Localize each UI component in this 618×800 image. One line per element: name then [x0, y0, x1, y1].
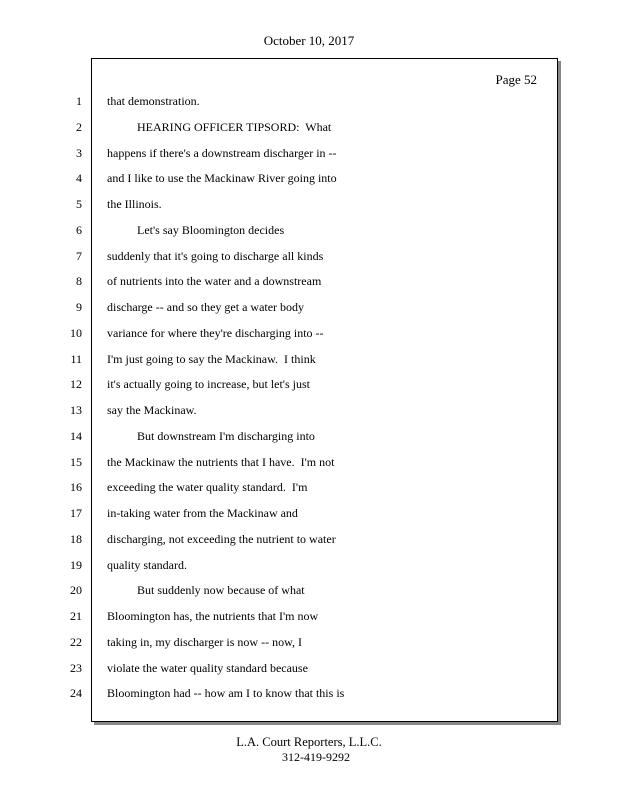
line-number: 9 — [76, 300, 82, 314]
line-text: suddenly that it's going to discharge all kinds — [107, 249, 324, 263]
line-number: 6 — [76, 223, 82, 237]
line-text: Let's say Bloomington decides — [107, 223, 285, 237]
line-text: discharge -- and so they get a water body — [107, 300, 305, 314]
line-number: 11 — [70, 352, 82, 366]
line-number: 12 — [70, 377, 82, 391]
line-number: 4 — [76, 171, 82, 185]
footer-company: L.A. Court Reporters, L.L.C. — [236, 735, 382, 749]
line-number: 20 — [70, 583, 82, 597]
line-text: say the Mackinaw. — [107, 403, 197, 417]
line-number: 22 — [70, 635, 82, 649]
line-number: 18 — [70, 532, 82, 546]
line-text: exceeding the water quality standard. I'm — [107, 480, 308, 494]
line-number: 14 — [70, 429, 82, 443]
line-number: 3 — [76, 146, 82, 160]
line-text: it's actually going to increase, but let's just — [107, 377, 310, 391]
line-text: But suddenly now because of what — [107, 583, 305, 597]
line-text: variance for where they're discharging into -- — [107, 326, 324, 340]
line-text: that demonstration. — [107, 94, 200, 108]
line-number: 23 — [70, 661, 82, 675]
line-number: 15 — [70, 455, 82, 469]
line-number: 21 — [70, 609, 82, 623]
line-text: happens if there's a downstream discharger in -- — [107, 146, 337, 160]
line-text: and I like to use the Mackinaw River going into — [107, 171, 337, 185]
line-number: 1 — [76, 94, 82, 108]
line-text: in-taking water from the Mackinaw and — [107, 506, 298, 520]
line-number: 7 — [76, 249, 82, 263]
line-text: Bloomington has, the nutrients that I'm now — [107, 609, 319, 623]
footer-phone: 312-419-9292 — [282, 750, 350, 764]
transcript-date: October 10, 2017 — [263, 33, 355, 48]
line-number: 2 — [76, 120, 82, 134]
line-number: 24 — [70, 686, 82, 700]
line-number: 10 — [70, 326, 82, 340]
line-number: 13 — [70, 403, 82, 417]
line-number: 8 — [76, 274, 82, 288]
line-text: Bloomington had -- how am I to know that this is — [107, 686, 345, 700]
line-number: 16 — [70, 480, 82, 494]
line-number: 5 — [76, 197, 82, 211]
line-text: violate the water quality standard because — [107, 661, 308, 675]
line-text: the Illinois. — [107, 197, 162, 211]
line-text: taking in, my discharger is now -- now, I — [107, 635, 302, 649]
line-text: of nutrients into the water and a downstream — [107, 274, 322, 288]
line-number: 19 — [70, 558, 82, 572]
page-number: Page 52 — [495, 72, 537, 87]
line-text: the Mackinaw the nutrients that I have. I'm not — [107, 455, 335, 469]
line-text: But downstream I'm discharging into — [107, 429, 315, 443]
line-text: I'm just going to say the Mackinaw. I think — [107, 352, 316, 366]
line-text: HEARING OFFICER TIPSORD: What — [107, 120, 332, 134]
line-number: 17 — [70, 506, 82, 520]
line-text: quality standard. — [107, 558, 187, 572]
line-text: discharging, not exceeding the nutrient to water — [107, 532, 336, 546]
